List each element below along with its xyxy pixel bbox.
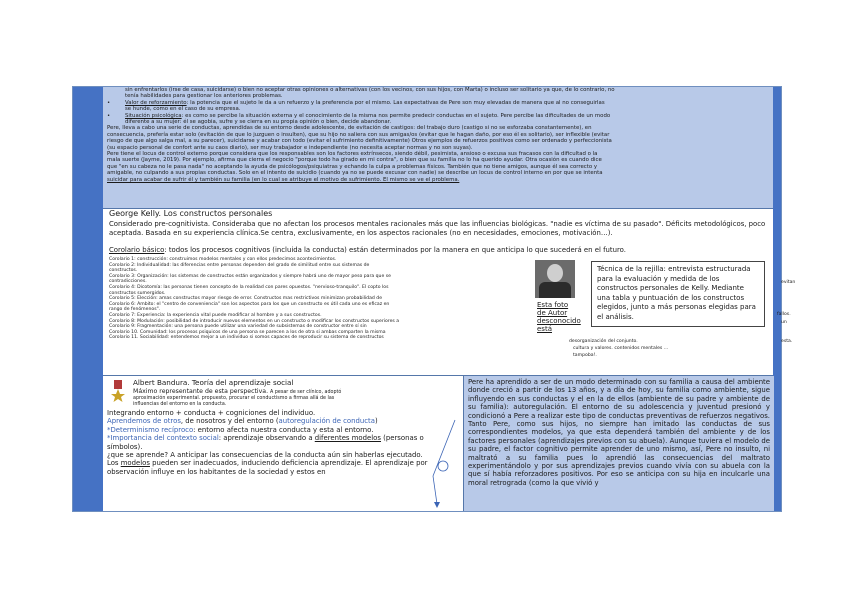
subtitle-small: aproximación experimental. propuesto, procurar el conductismo a firmas allá de las influencias del entorno en la conducta. — [133, 396, 335, 407]
corolario-item: Corolario 10. Comunidad: los procesos psiquicos de una persona se parecen a los de otra si ambas comparten la misma — [109, 329, 386, 335]
corolario-item: Corolario 4: Dicotomía: las personas tienen concepto de la realidad con pares opuestos. "nervioso-tranquilo". El copto los — [109, 284, 389, 290]
side-fragment: fallos. — [777, 312, 791, 317]
body-text: (personas o símbolos). — [107, 434, 424, 451]
text-line: riesgo de que algo salga mal, a su parecer), suicidarse y acabar con todo (evitar el sufrimiento definitivamente) Otros ejemplos de refuerzos positivos como ser ordenado y perfeccionista — [107, 138, 612, 145]
body-text: Los — [107, 459, 121, 468]
side-fragment: evitan — [781, 280, 796, 285]
section-title: George Kelly. Los constructos personales — [109, 209, 273, 218]
subtitle — [133, 388, 341, 395]
photo-head — [547, 264, 563, 282]
corolario-item: Corolario 9: Fragmentación: una persona puede utilizar una variedad de subsistemas de constructor entre sí sin — [109, 324, 367, 330]
text-line: Pere, lleva a cabo una serie de conductas, aprendidas de su entorno desde adolescente, de evitación de castigos: del trabajo duro (castigo si no se esforzaba constantemente), en — [107, 125, 592, 132]
kelly-photo[interactable] — [535, 260, 575, 298]
bullet-text: : es como se percibe la situación externa y el conocimiento de la misma nos permite predecir conductas en el sujeto. Pere percibe las dificultades de un modo — [181, 112, 611, 119]
rejilla-box: Técnica de la rejilla: entrevista estructurada para la evaluación y medida de los constructos personales de Kelly. Mediante una tabla y puntuación de los constructos elegidos, junto a más personas elegidas para el análisis. — [591, 261, 765, 327]
subtitle-main: Máximo representante de esta perspectiva. — [133, 388, 269, 395]
side-fragment: un — [781, 320, 787, 325]
photo-suit — [539, 282, 571, 298]
bullet-label: Valor de reforzamiento — [125, 99, 187, 106]
corolario-item: rango de fenómenos". — [109, 307, 161, 313]
text-line: diferente a su mujer: él se agobia, sufre y se cierra en su propia opinión o bien, decide abandonar. — [125, 119, 392, 126]
corolario-item: Corolario 3: Organización: los sistemas de constructos están organizados y siempre habrá uno de mayor peso para que se — [109, 273, 391, 279]
fragment-text: cultura y valores. contenidos mentales ... — [573, 346, 669, 351]
corolario-item: Corolario 6: Ambito: el "centro de conveniencia" son los aspectos para los que un constructo es útil cada uno es eficaz en — [109, 301, 390, 307]
arrow-icon — [393, 416, 463, 511]
intro-text: Considerado pre-cognitivista. Consideraba que no afectan los procesos mentales racionales más que las influencias biológicas. "nadie es víctima de su pasado". Déficits metodológicos, poco aceptada. Basada en su experiencia clínica.Se centra, exclusivamente, en los aspectos racionales (no en necesidades, emociones, motivación…). — [109, 220, 766, 237]
blue-term: *Determinismo recíproco — [107, 425, 194, 434]
corolario-label: Corolario básico — [109, 246, 165, 254]
bullet-label: Situación psicológica — [125, 112, 182, 119]
body-text: , de nosotros y del entorno ( — [180, 417, 279, 426]
corolario-list — [109, 257, 509, 341]
body-line: ¿que se aprende? A anticipar las consecuencias de la conducta aún sin haberlas ejecutado. — [107, 451, 423, 460]
left-color-bar — [73, 87, 103, 511]
body-text: ) — [374, 417, 378, 426]
right-body: Pere ha aprendido a ser de un modo determinado con su familia a causa del ambiente donde creció a partir de los 13 años, y a día de hoy, su familia como ambiente, sigue influyendo en sus conductas y el en la de ellos (ambiente de su padre y ambiente de su familia): autoregulación. El entorno de su adolescencia y juventud presionó y condicionó a Pere a realizar este tipo de conductas preventivas de refuerzos negativos. Tanto Pere, como sus hijos, no siempre han imitado las conductas de sus correspondientes modelos, ya que esta dependerá también del ambiente y de los factores personales (aprendizajes previos con su abuela). Aunque tuviera el modelo de su padre, el factor cognitivo permite aprender de uno mismo, así, Pere no insulto, ni maltrató a su familia pues lo aprendió las consecuencias del maltrato experimentándolo y por sus aprendizajes previos cuando vivía con su abuela con la que sí había reforzadores positivos. Por eso se anticipa con su hija en inculcarle una moral retrograda (como la que vivió y — [468, 378, 770, 487]
underlined-term: diferentes modelos — [314, 434, 381, 443]
body-line: Integrando entorno + conducta + cogniciones del individuo. — [107, 409, 316, 417]
corolario-item: Corolario 7: Experiencia: la experiencia vital puede modificar al hombre y a sus constructos. — [109, 312, 322, 318]
section-kelly — [103, 209, 796, 376]
corolario-basico — [109, 246, 769, 254]
section-pere-bandura — [463, 376, 774, 511]
corolario-item: contradicciones. — [109, 279, 147, 285]
underlined-term: modelos — [120, 459, 150, 468]
body-text: : aprendizaje observando a — [218, 434, 315, 443]
subtitle-small: A pesar de ser clínico, adoptó — [270, 390, 342, 395]
blue-term: *Importancia del contexto social — [107, 434, 219, 443]
text-line: consecuencia, prefería estar solo (evitación de que lo juzguen o insulten), que su hijo no saliera con sus amigas/os (evitar que le hagan daño, por eso él es solitario), ser inflexible (evitar — [107, 131, 610, 138]
text-line: amigable, no culpando a sus propias conductas. Solo en el intento de suicidio (cuando ya no se puede excusar con nadie) se describe un locus de control interno en por que se intenta — [107, 170, 603, 177]
text-line: tenía habilidades para gestionar los anteriores problemas. — [125, 93, 283, 100]
body-text: pueden ser inadecuados, induciendo deficiencia aprendizaje. El aprendizaje por observación influye en los habitantes de la sociedad y estos en — [107, 459, 428, 476]
corolario-item: Corolario 8: Modulación: posibilidad de introducir nuevos elementos en un constructo o modificar los constructos superiores a — [109, 318, 400, 324]
corolario-item: Corolario 11. Sociabilidad: entendemos mejor a un individuo si somos capaces de reproducir su sistema de constructos — [109, 335, 384, 341]
bullet-text: : la potencia que el sujeto le da a un refuerzo y la preferencia por el mismo. Las expectativas de Pere son muy elevadas de manera que al no conseguirlas — [186, 99, 605, 106]
section-bandura — [103, 376, 463, 511]
section-title: Albert Bandura. Teoría del aprendizaje social — [133, 378, 294, 387]
text-line: Pere tiene el locus de control externo porque considera que los responsables son los factores extrínsecos, siendo débil, pesimista, ansioso o excusa sus fracasos con la dificultad o la — [107, 151, 598, 158]
text-line: sin enfrentarlos (irse de casa, suicidarse) o bien no aceptar otras opiniones o alternativas (con los vecinos, con sus hijos, con Marta) o incluso ser solitario ya que, de lo contrario, no — [125, 87, 615, 93]
fragment-text: tampoba!. — [573, 353, 597, 358]
corolario-item: constructos sumergidos. — [109, 290, 166, 296]
section-pere-locus — [103, 87, 773, 209]
text-line: (su espacio personal de confort ante su caos diario), ser muy trabajador e independiente (no necesita aceptar normas y no son suyas). — [107, 144, 473, 151]
corolario-item: Corolario 2: Individualidad: las diferencias entre personas dependen del grado de similitud entre sus sistemas de — [109, 262, 370, 268]
side-fragment: esta. — [781, 339, 793, 344]
photo-caption-link[interactable]: Esta foto de Autor desconocido está — [537, 301, 581, 333]
text-line: se hunde, como en el caso de su empresa. — [125, 106, 241, 113]
blue-term: autoregulación de conducta — [278, 417, 375, 426]
text-line: suicidar para acabar de sufrir él y también su familia (en lo cual se atribuye el motivo de sufrimiento. El mismo se ve el problema. — [107, 176, 460, 183]
medal-icon — [109, 380, 127, 404]
fragment-text: desorganización del conjunto. — [569, 339, 638, 344]
bullet-item — [103, 113, 773, 119]
corolario-item: constructos. — [109, 268, 138, 274]
corolario-item: Corolario 5: Elección: amas constructos mayor riesgo de error. Constructos mas restrictivos minimizan probabilidad de — [109, 296, 383, 302]
corolario-item: Corolario 1: construcción: construimos modelos mentales y con ellos predecimos acontecimientos. — [109, 257, 337, 262]
text-line: mala suerte (Jayme, 2019). Por ejemplo, afirma que cierra el negocio "porque todo ha girado en mi contra", o bien que su familia no lo ha querido ayudar. Otra ocasión es cuando dice — [107, 157, 602, 164]
body-text: : entorno afecta nuestra conducta y esta al entorno. — [193, 425, 374, 434]
blue-term: Aprendemos de otros — [107, 417, 181, 426]
right-color-bar — [773, 87, 781, 511]
bullet-item — [103, 100, 773, 106]
text-line: que "en su cabeza no le pasa nada" no aceptando la ayuda de psicólogos/psiquiatras y echando la culpa a problemas físicos. También que no tiene amigos, aunque él sea correcto y — [107, 163, 598, 170]
corolario-text: : todos los procesos cognitivos (incluida la conducta) están determinados por la manera en que anticipa lo que sucederá en el futuro. — [164, 246, 626, 254]
document-page — [72, 86, 796, 512]
